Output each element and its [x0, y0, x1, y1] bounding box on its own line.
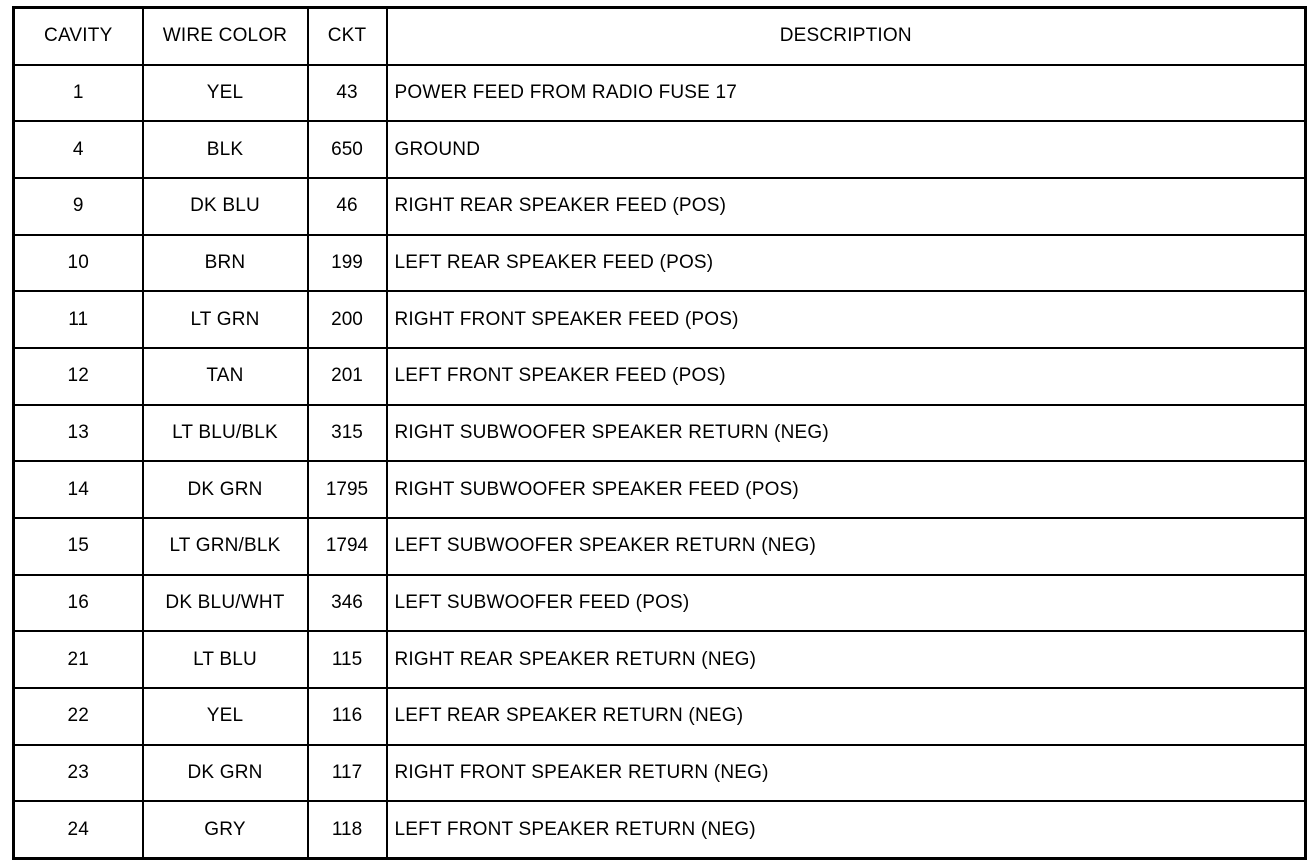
cell-description: RIGHT FRONT SPEAKER FEED (POS)	[387, 291, 1306, 348]
cell-cavity: 14	[14, 461, 143, 518]
cell-cavity: 22	[14, 688, 143, 745]
cell-description: LEFT FRONT SPEAKER RETURN (NEG)	[387, 801, 1306, 858]
cell-description: RIGHT REAR SPEAKER RETURN (NEG)	[387, 631, 1306, 688]
cell-wire-color: TAN	[143, 348, 308, 405]
cell-ckt: 200	[308, 291, 387, 348]
cell-ckt: 116	[308, 688, 387, 745]
table-row	[14, 405, 1306, 462]
header-wire-color: WIRE COLOR	[143, 8, 308, 65]
cell-cavity: 23	[14, 745, 143, 802]
cell-ckt: 117	[308, 745, 387, 802]
header-row	[14, 8, 1306, 65]
cell-wire-color: LT BLU/BLK	[143, 405, 308, 462]
cell-ckt: 46	[308, 178, 387, 235]
table-row	[14, 801, 1306, 858]
cell-wire-color: DK BLU/WHT	[143, 575, 308, 632]
cell-description: LEFT SUBWOOFER SPEAKER RETURN (NEG)	[387, 518, 1306, 575]
cell-description: LEFT REAR SPEAKER RETURN (NEG)	[387, 688, 1306, 745]
cell-wire-color: LT GRN	[143, 291, 308, 348]
cell-ckt: 199	[308, 235, 387, 292]
cell-wire-color: DK BLU	[143, 178, 308, 235]
table-row	[14, 518, 1306, 575]
header-description: DESCRIPTION	[387, 8, 1306, 65]
cell-wire-color: DK GRN	[143, 745, 308, 802]
cell-cavity: 4	[14, 121, 143, 178]
cell-description: RIGHT FRONT SPEAKER RETURN (NEG)	[387, 745, 1306, 802]
cell-description: POWER FEED FROM RADIO FUSE 17	[387, 65, 1306, 122]
table-row	[14, 688, 1306, 745]
table-row	[14, 745, 1306, 802]
cell-cavity: 1	[14, 65, 143, 122]
cell-ckt: 118	[308, 801, 387, 858]
table-row	[14, 461, 1306, 518]
table-row	[14, 575, 1306, 632]
cell-description: GROUND	[387, 121, 1306, 178]
cell-description: RIGHT SUBWOOFER SPEAKER RETURN (NEG)	[387, 405, 1306, 462]
cell-description: LEFT SUBWOOFER FEED (POS)	[387, 575, 1306, 632]
table-header	[14, 8, 1306, 65]
cell-ckt: 115	[308, 631, 387, 688]
table-body	[14, 65, 1306, 859]
table-row	[14, 348, 1306, 405]
cell-ckt: 650	[308, 121, 387, 178]
cell-cavity: 13	[14, 405, 143, 462]
cell-description: LEFT REAR SPEAKER FEED (POS)	[387, 235, 1306, 292]
table-row	[14, 65, 1306, 122]
cell-cavity: 9	[14, 178, 143, 235]
header-ckt: CKT	[308, 8, 387, 65]
cell-wire-color: YEL	[143, 65, 308, 122]
table-row	[14, 178, 1306, 235]
table-row	[14, 121, 1306, 178]
cell-wire-color: LT BLU	[143, 631, 308, 688]
cell-cavity: 24	[14, 801, 143, 858]
cell-wire-color: GRY	[143, 801, 308, 858]
cell-cavity: 16	[14, 575, 143, 632]
cell-wire-color: BRN	[143, 235, 308, 292]
header-cavity: CAVITY	[14, 8, 143, 65]
cell-cavity: 15	[14, 518, 143, 575]
cell-cavity: 11	[14, 291, 143, 348]
cell-description: RIGHT SUBWOOFER SPEAKER FEED (POS)	[387, 461, 1306, 518]
cell-ckt: 43	[308, 65, 387, 122]
cell-description: RIGHT REAR SPEAKER FEED (POS)	[387, 178, 1306, 235]
cell-ckt: 1795	[308, 461, 387, 518]
cell-wire-color: DK GRN	[143, 461, 308, 518]
cell-cavity: 12	[14, 348, 143, 405]
connector-pinout-table	[12, 6, 1307, 860]
cell-ckt: 315	[308, 405, 387, 462]
cell-wire-color: BLK	[143, 121, 308, 178]
cell-ckt: 201	[308, 348, 387, 405]
cell-cavity: 10	[14, 235, 143, 292]
table-row	[14, 235, 1306, 292]
cell-ckt: 346	[308, 575, 387, 632]
cell-wire-color: LT GRN/BLK	[143, 518, 308, 575]
table-row	[14, 291, 1306, 348]
table-row	[14, 631, 1306, 688]
cell-ckt: 1794	[308, 518, 387, 575]
cell-cavity: 21	[14, 631, 143, 688]
cell-description: LEFT FRONT SPEAKER FEED (POS)	[387, 348, 1306, 405]
cell-wire-color: YEL	[143, 688, 308, 745]
